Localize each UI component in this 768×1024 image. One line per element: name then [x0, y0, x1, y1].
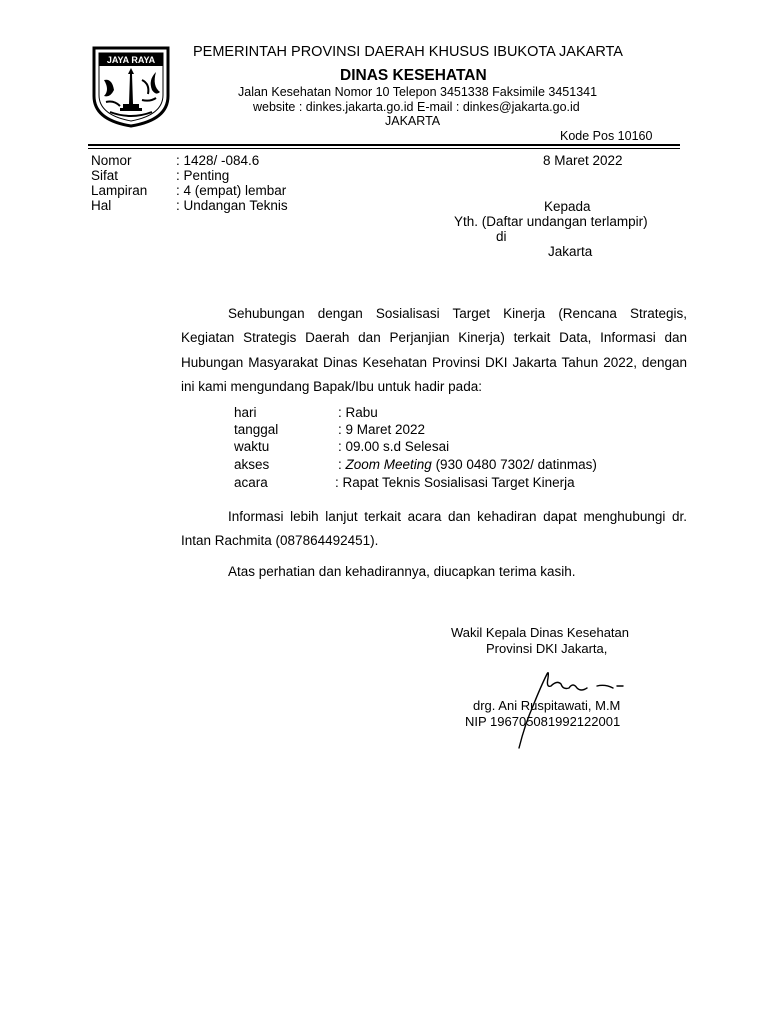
detail-label-tanggal: tanggal — [234, 422, 279, 437]
header-divider — [88, 144, 680, 146]
field-label-sifat: Sifat — [91, 168, 119, 183]
address-line: Jalan Kesehatan Nomor 10 Telepon 3451338 Faksimile 3451341 — [238, 85, 598, 99]
field-value-sifat: : Penting — [176, 168, 230, 183]
jakarta-coat-of-arms-logo — [90, 44, 172, 128]
detail-label-hari: hari — [234, 405, 257, 420]
agency-title: DINAS KESEHATAN — [340, 67, 487, 84]
detail-label-waktu: waktu — [234, 439, 270, 454]
field-value-lampiran: : 4 (empat) lembar — [176, 183, 287, 198]
letter-date: 8 Maret 2022 — [543, 153, 623, 168]
akses-prefix: : — [338, 457, 346, 472]
detail-label-acara: acara — [234, 475, 268, 490]
signatory-nip: NIP 196705081992122001 — [465, 714, 621, 729]
city-line: JAKARTA — [385, 114, 441, 128]
detail-value-acara: : Rapat Teknis Sosialisasi Target Kinerja — [335, 475, 575, 490]
recipient-yth: Yth. (Daftar undangan terlampir) — [454, 214, 648, 229]
recipient-kepada: Kepada — [544, 199, 591, 214]
recipient-city: Jakarta — [548, 244, 593, 259]
field-value-nomor: : 1428/ -084.6 — [176, 153, 260, 168]
contact-line: website : dinkes.jakarta.go.id E-mail : dinkes@jakarta.go.id — [253, 100, 580, 114]
detail-label-akses: akses — [234, 457, 270, 472]
intro-paragraph: Sehubungan dengan Sosialisasi Target Kinerja (Rencana Strategis, Kegiatan Strategis Daerah dan Perjanjian Kinerja) terkait Data, Informasi dan Hubungan Masyarakat Dinas Kesehatan Provinsi DKI Jakarta Tahun 2022, dengan ini kami mengundang Bapak/Ibu untuk hadir pada: — [181, 306, 687, 394]
field-value-hal: : Undangan Teknis — [176, 198, 288, 213]
signatory-title-line1: Wakil Kepala Dinas Kesehatan — [451, 625, 630, 640]
government-title: PEMERINTAH PROVINSI DAERAH KHUSUS IBUKOTA JAKARTA — [193, 44, 623, 60]
signatory-title-line2: Provinsi DKI Jakarta, — [486, 641, 608, 656]
logo-text: JAYA RAYA — [106, 55, 156, 65]
field-label-hal: Hal — [91, 198, 112, 213]
signatory-name: drg. Ani Ruspitawati, M.M — [473, 698, 621, 713]
detail-value-tanggal: : 9 Maret 2022 — [338, 422, 426, 437]
detail-value-akses — [338, 457, 597, 472]
akses-meeting-id: (930 0480 7302/ datinmas) — [431, 457, 597, 472]
field-label-lampiran: Lampiran — [91, 183, 148, 198]
header-divider-thin — [88, 148, 680, 149]
recipient-di: di — [496, 229, 507, 244]
closing-sentence: Atas perhatian dan kehadirannya, diucapkan terima kasih. — [228, 564, 576, 579]
detail-value-waktu: : 09.00 s.d Selesai — [338, 439, 450, 454]
field-label-nomor: Nomor — [91, 153, 132, 168]
info-paragraph: Informasi lebih lanjut terkait acara dan kehadiran dapat menghubungi dr. Intan Rachmita (087864492451). — [181, 509, 687, 549]
handwritten-signature-icon — [515, 664, 625, 752]
akses-platform: Zoom Meeting — [345, 457, 432, 472]
detail-value-hari: : Rabu — [338, 405, 378, 420]
postal-code: Kode Pos 10160 — [560, 129, 653, 143]
